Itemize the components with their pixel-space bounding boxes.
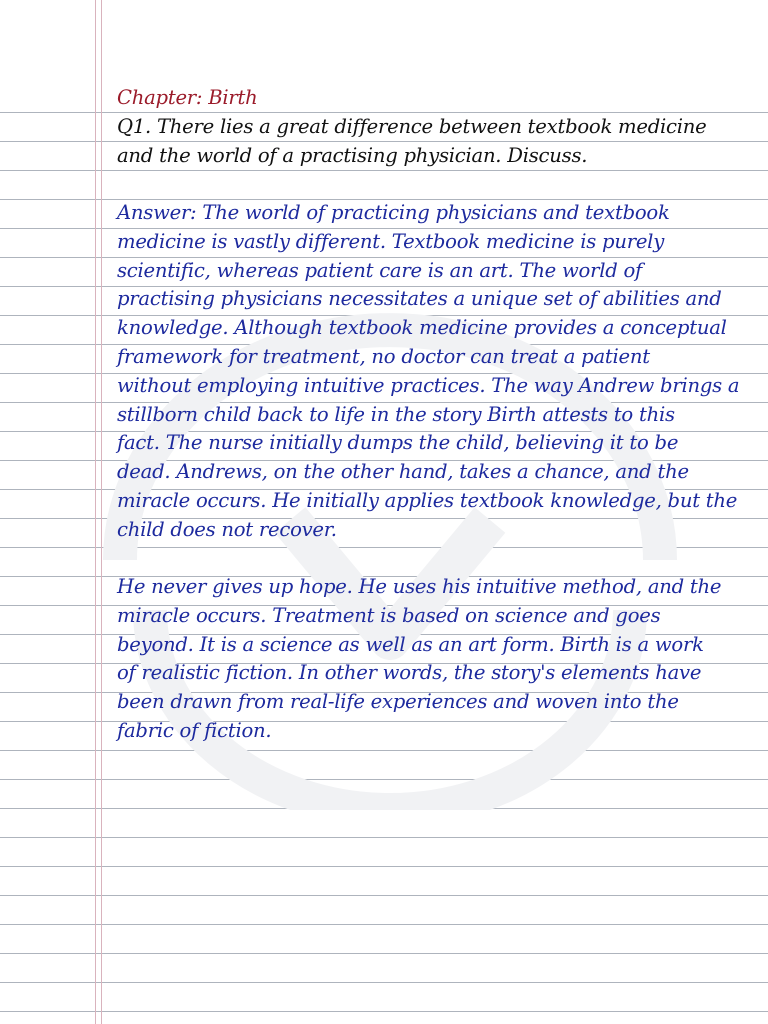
question-block <box>117 113 753 171</box>
answer-line: fact. The nurse initially dumps the child, believing it to be <box>117 431 679 455</box>
answer-line: child does not recover. <box>117 517 337 541</box>
answer-line: knowledge. Although textbook medicine provides a conceptual <box>117 316 727 340</box>
answer-line: miracle occurs. Treatment is based on science and goes <box>117 603 661 627</box>
answer-paragraph-2 <box>117 573 753 746</box>
answer-line: He never gives up hope. He uses his intuitive method, and the <box>117 575 722 598</box>
question-line: Q1. There lies a great difference between textbook medicine <box>117 115 707 138</box>
chapter-heading <box>117 84 753 113</box>
answer-line: scientific, whereas patient care is an art. The world of <box>117 258 643 282</box>
answer-line: without employing intuitive practices. The way Andrew brings a <box>117 373 740 397</box>
answer-line: Answer: The world of practicing physicians and textbook <box>117 201 670 224</box>
answer-paragraph-1 <box>117 199 753 545</box>
answer-line: dead. Andrews, on the other hand, takes a chance, and the <box>117 460 689 484</box>
answer-line: beyond. It is a science as well as an art form. Birth is a work <box>117 632 704 656</box>
margin-line-left <box>95 0 96 1024</box>
answer-line: medicine is vastly different. Textbook medicine is purely <box>117 229 665 253</box>
answer-line: of realistic fiction. In other words, the story's elements have <box>117 661 702 685</box>
answer-line: been drawn from real-life experiences and woven into the <box>117 690 679 714</box>
answer-line: fabric of fiction. <box>117 718 272 742</box>
answer-line: miracle occurs. He initially applies textbook knowledge, but the <box>117 488 738 512</box>
answer-line: practising physicians necessitates a unique set of abilities and <box>117 287 722 311</box>
margin-line-right <box>101 0 102 1024</box>
answer-line: framework for treatment, no doctor can treat a patient <box>117 344 650 368</box>
chapter-title: Chapter: Birth <box>117 86 258 109</box>
question-line: and the world of a practising physician. Discuss. <box>117 143 588 167</box>
answer-line: stillborn child back to life in the story Birth attests to this <box>117 402 675 426</box>
